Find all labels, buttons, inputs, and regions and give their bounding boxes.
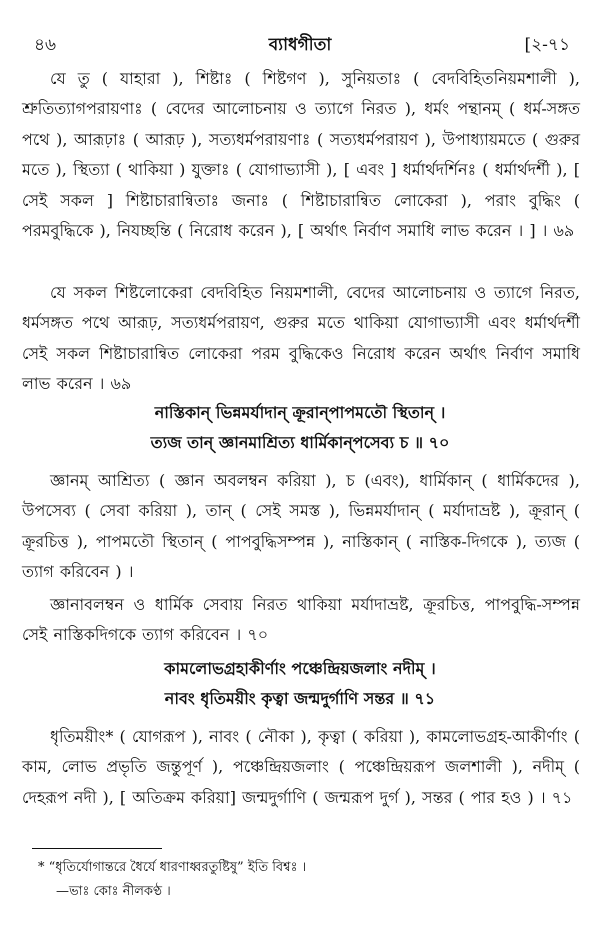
verse-70-line1: নাস্তিকান্ ভিন্নমর্যাদান্ ক্রূরান্‌পাপমতৌ স্থিতান্ । xyxy=(154,403,446,422)
footnote-divider xyxy=(32,848,162,849)
page-header xyxy=(22,30,578,60)
verse-range: [২-৭১ xyxy=(524,35,570,55)
running-title: ব্যাধগীতা xyxy=(268,35,332,55)
commentary-70: জ্ঞানম্ আশ্রিত্য ( জ্ঞান অবলম্বন করিয়া ), চ (এবং), ধার্মিকান্ ( ধার্মিকদের ), উপসেব্য ( সেবা করিয়া ), তান্ ( সেই সমস্ত ), ভিন্নমর্যাদান্ ( মর্যাদাভ্রষ্ট ), ক্রূরান্ ( ক্রূরচিত্ত ), পাপমতৌ স্থিতান্ ( পাপবুদ্ধিসম্পন্ন ), নাস্তিকান্ ( নাস্তিক-দিগকে ), ত্যজ ( ত্যাগ করিবেন ) । xyxy=(22,471,580,582)
verse-71-line1: কামলোভগ্রহাকীর্ণাং পঞ্চেন্দ্রিয়জলাং নদীম্ । xyxy=(164,659,436,678)
verse-70-line2: ত্যজ তান্ জ্ঞানমাশ্রিত্য ধার্মিকান্‌পসেব্য চ ॥ ৭০ xyxy=(150,433,450,452)
page-number: ৪৬ xyxy=(34,35,57,55)
commentary-69: যে তু ( যাহারা ), শিষ্টাঃ ( শিষ্টগণ ), সুনিয়তাঃ ( বেদবিহিতনিয়মশালী ), শ্রুতিত্যাগপরায়ণাঃ ( বেদের আলোচনায় ও ত্যাগে নিরত ), ধর্মং পন্থানম্ ( ধর্ম-সঙ্গত পথে ), আরূঢ়াঃ ( আরূঢ় ), সত্যধর্মপরায়ণাঃ ( সত্যধর্মপরায়ণ ), উপাধ্যায়মতে ( গুরুর মতে ), স্থিত্যা ( থাকিয়া ) যুক্তাঃ ( যোগাভ্যাসী ), [ এবং ] ধর্মার্থদর্শিনঃ ( ধর্মার্থদর্শী ), [ সেই সকল ] শিষ্টাচারান্বিতাঃ জনাঃ ( শিষ্টাচারান্বিত লোকেরা ), পরাং বুদ্ধিং ( পরমবুদ্ধিকে ), নিযচ্ছন্তি ( নিরোধ করেন ), [ অর্থাৎ নির্বাণ সমাধি লাভ করেন । ] । ৬৯ xyxy=(22,69,580,241)
translation-70: জ্ঞানাবলম্বন ও ধার্মিক সেবায় নিরত থাকিয়া মর্যাদাভ্রষ্ট, ক্রূরচিত্ত, পাপবুদ্ধি-সম্পন্ন সেই নাস্তিকদিগকে ত্যাগ করিবেন । ৭০ xyxy=(22,595,580,645)
footnote-line1: * “ধৃতির্যোগান্তরে ধৈর্যে ধারণাধ্বরতুষ্টিষু” ইতি বিশ্বঃ । xyxy=(38,860,307,875)
translation-69: যে সকল শিষ্টলোকেরা বেদবিহিত নিয়মশালী, বেদের আলোচনায় ও ত্যাগে নিরত, ধর্মসঙ্গত পথে আরূঢ়, সত্যধর্মপরায়ণ, গুরুর মতে থাকিয়া যোগাভ্যাসী এবং ধর্মার্থদর্শী সেই সকল শিষ্টাচারান্বিত লোকেরা পরম বুদ্ধিকেও নিরোধ করেন অর্থাৎ নির্বাণ সমাধি লাভ করেন । ৬৯ xyxy=(22,283,580,394)
footnote-line2: —ভাঃ কোঃ নীলকণ্ঠ । xyxy=(56,884,171,899)
verse-71-line2: নাবং ধৃতিময়ীং কৃত্বা জন্মদুর্গাণি সন্তর ॥ ৭১ xyxy=(164,689,436,708)
commentary-71: ধৃতিময়ীং* ( যোগরূপ ), নাবং ( নৌকা ), কৃত্বা ( করিয়া ), কামলোভগ্রহ-আকীর্ণাং ( কাম, লোভ প্রভৃতি জন্তুপূর্ণ ), পঞ্চেন্দ্রিয়জলাং ( পঞ্চেন্দ্রিয়রূপ জলশালী ), নদীম্ ( দেহরূপ নদী ), [ অতিক্রম করিয়া] জন্মদুর্গাণি ( জন্মরূপ দুর্গ ), সন্তর ( পার হও ) । ৭১ xyxy=(22,727,580,807)
